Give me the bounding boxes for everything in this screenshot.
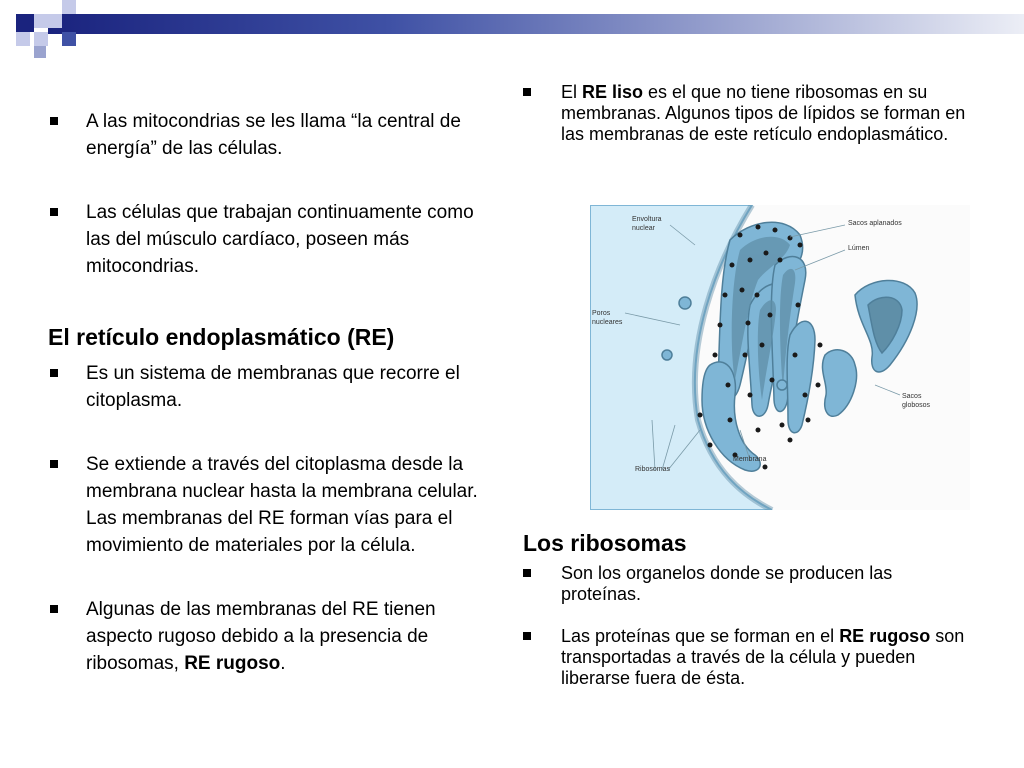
label-ribosomas: Ribosomas	[635, 466, 671, 473]
ribosomas-section	[523, 530, 975, 557]
re-rugoso-text: Algunas de las membranas del RE tienen aspecto rugoso debido a la presencia de ribosomas,	[86, 599, 436, 674]
intro-bullets	[48, 108, 498, 280]
decor-square	[16, 14, 34, 32]
re-liso-bold: RE liso	[582, 82, 644, 102]
label-envoltura: Envoltura	[632, 216, 662, 223]
label-poros: Poros	[592, 310, 611, 317]
list-item	[48, 596, 498, 677]
ribo-re-rugoso-bold: RE rugoso	[839, 626, 931, 646]
re-liso-bullets	[523, 82, 975, 145]
list-item: Las células que trabajan continuamente como las del músculo cardíaco, poseen más mitocondrias.	[48, 199, 498, 280]
label-globosos: globosos	[902, 402, 931, 409]
label-nuclear: nuclear	[632, 225, 655, 232]
left-column	[48, 108, 498, 677]
ribosomas-bullets-wrap	[523, 563, 975, 689]
re-heading: El retículo endoplasmático (RE)	[48, 324, 395, 350]
decor-square	[62, 0, 76, 14]
list-item	[523, 82, 975, 145]
list-item: Son los organelos donde se producen las proteínas.	[523, 563, 975, 605]
ribo-prefix: Las proteínas que se forman en el	[561, 626, 840, 646]
right-column	[523, 82, 975, 145]
decor-square	[34, 14, 48, 28]
decor-square	[48, 14, 62, 28]
re-bullets	[48, 360, 498, 677]
decor-square	[34, 32, 48, 46]
list-item: A las mitocondrias se les llama “la central de energía” de las células.	[48, 108, 498, 162]
label-sacos-globosos: Sacos	[902, 393, 922, 400]
label-membrana: Membrana	[733, 456, 767, 463]
ribosomas-heading: Los ribosomas	[523, 530, 687, 556]
decor-square	[62, 32, 76, 46]
list-item: Se extiende a través del citoplasma desde la membrana nuclear hasta la membrana celular. Las membranas del RE forman vías para el movimiento de materiales por la célula.	[48, 451, 498, 559]
title-bar-gradient	[48, 14, 1024, 34]
decor-square	[16, 32, 30, 46]
re-liso-prefix: El	[561, 82, 583, 102]
re-rugoso-bold: RE rugoso	[184, 653, 281, 674]
sentence-end: .	[280, 653, 286, 674]
label-sacos-aplanados: Sacos aplanados	[848, 220, 902, 227]
er-diagram	[590, 205, 970, 510]
list-item	[523, 626, 975, 689]
ribo-text: son transportadas a través de la célula y pueden liberarse fuera de ésta.	[561, 626, 965, 688]
list-item: Es un sistema de membranas que recorre el citoplasma.	[48, 360, 498, 414]
ribosomas-bullets	[523, 563, 975, 689]
decor-square	[34, 46, 46, 58]
re-liso-text: es el que no tiene ribosomas en su membranas. Algunos tipos de lípidos se forman en las membranas de este retículo endoplasmático.	[561, 82, 966, 144]
label-lumen: Lúmen	[848, 245, 870, 252]
label-nucleares: nucleares	[592, 319, 623, 326]
